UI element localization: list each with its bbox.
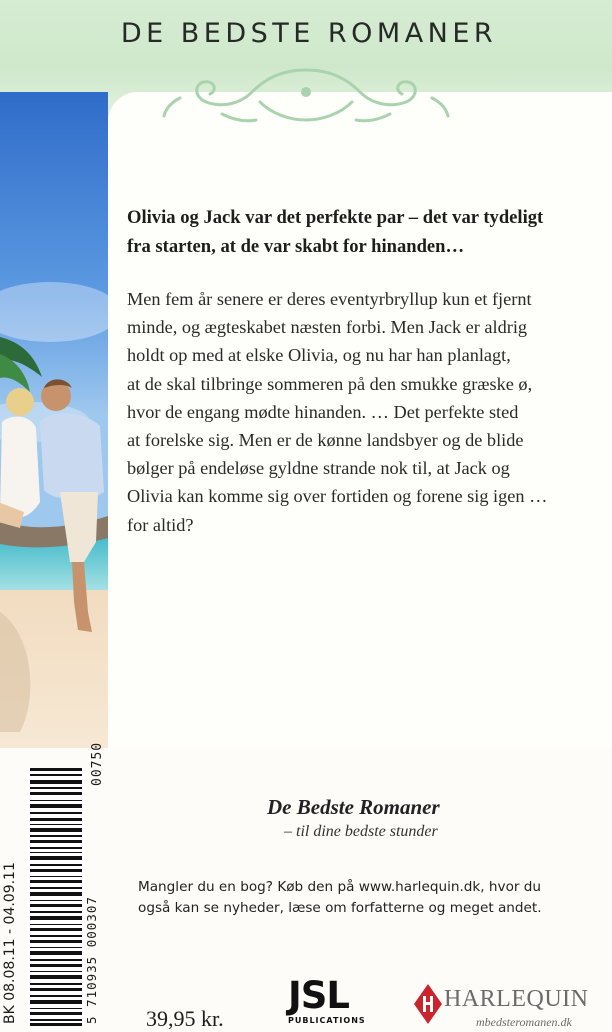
tagline-line: Olivia og Jack var det perfekte par – det var tydeligt	[127, 207, 544, 228]
blurb-line: minde, og ægteskabet næsten forbi. Men Jack er aldrig	[127, 317, 528, 338]
info-line: også kan se nyheder, læse om forfatterne og meget andet.	[138, 900, 542, 916]
barcode	[28, 768, 84, 1026]
blurb-line: at forelske sig. Men er de kønne landsbyer og de blide	[127, 430, 524, 451]
tagline-line: fra starten, at de var skabt for hinanden…	[127, 236, 465, 257]
price: 39,95 kr.	[146, 1006, 224, 1031]
info-line: Mangler du en bog? Køb den på www.harlequin.dk, hvor du	[138, 879, 542, 895]
jsl-logo	[288, 976, 370, 1026]
blurb-line: bølger på endeløse gyldne strande nok til, at Jack og	[127, 458, 510, 479]
back-cover-tagline	[127, 203, 587, 261]
slogan-subtitle: – til dine bedste stunder	[284, 823, 438, 840]
blurb-line: hvor de engang mødte hinanden. … Det perfekte sted	[127, 401, 519, 422]
blurb-line: Men fem år senere er deres eventyrbryllup kun et fjernt	[127, 289, 532, 309]
scroll-ornament-icon	[160, 62, 452, 126]
jsl-mark: JSL	[288, 974, 349, 1017]
jsl-subtitle: PUBLICATIONS	[288, 1016, 366, 1025]
slogan-title: De Bedste Romaner	[267, 795, 440, 819]
diamond-h-logo-icon	[414, 984, 442, 1024]
blurb-line: holdt op med at elske Olivia, og nu har han planlagt,	[127, 345, 511, 366]
series-title: DE BEDSTE ROMANER	[120, 18, 498, 49]
ean-number: 5 710935 000307	[84, 896, 99, 1024]
harlequin-subtitle: mbedsteromanen.dk	[476, 1015, 572, 1029]
blurb-line: Olivia kan komme sig over fortiden og forene sig igen …	[127, 486, 548, 507]
blurb-line: for altid?	[127, 514, 194, 535]
harlequin-name: HARLEQUIN	[444, 986, 589, 1012]
ean-addon: 00750	[90, 741, 105, 786]
cover-photo	[0, 92, 108, 748]
ordering-info	[138, 877, 588, 919]
distribution-code: BK 08.08.11 - 04.09.11	[2, 862, 18, 1024]
back-cover-blurb	[127, 285, 597, 539]
blurb-line: at de skal tilbringe sommeren på den smukke græske ø,	[127, 373, 533, 394]
